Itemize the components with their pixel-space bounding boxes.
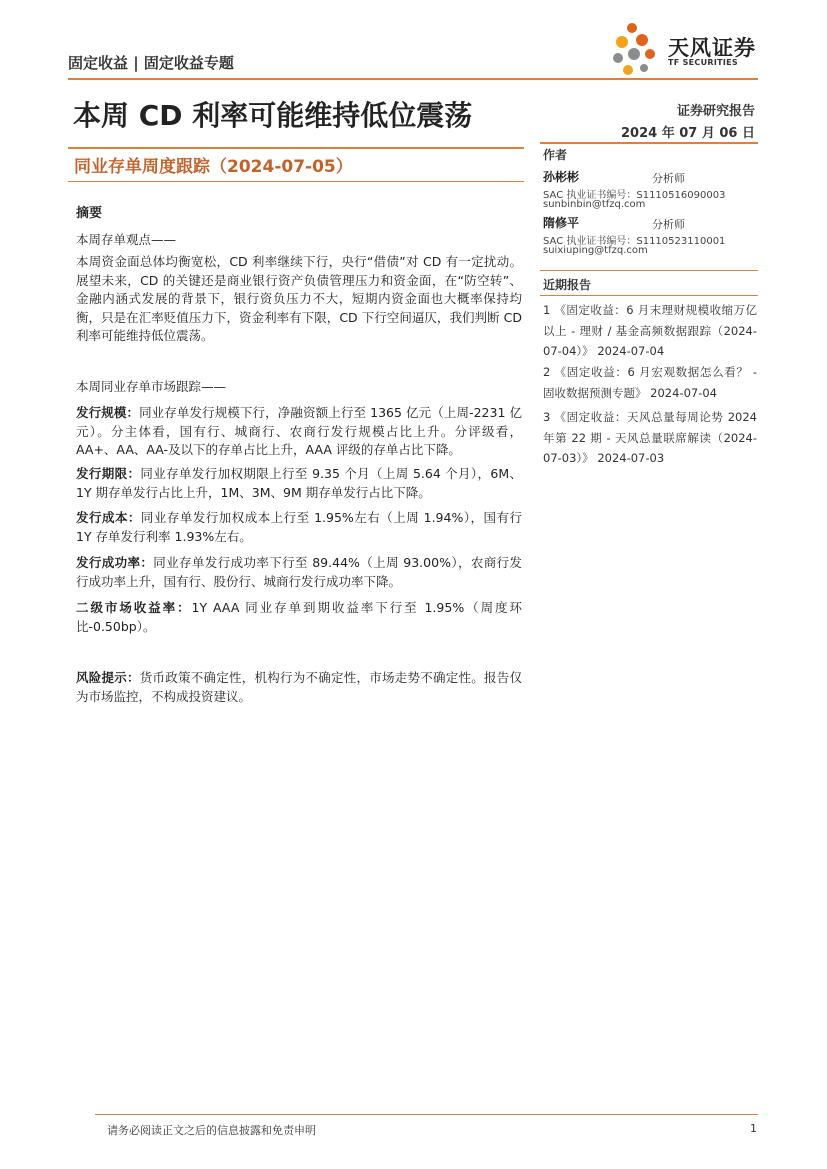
tracking-item-issuance-term — [76, 465, 522, 502]
logo-mark-icon — [610, 20, 666, 80]
logo-chinese-text: 天风证券 — [668, 36, 756, 60]
author-role: 分析师 — [652, 218, 685, 231]
recent-reports-heading: 近期报告 — [543, 278, 592, 292]
recent-report-item[interactable]: 3 《固定收益：天风总量每周论势 2024 年第 22 期 - 天风总量联席解读（2024-07-03）》 2024-07-03 — [543, 410, 757, 465]
recent-report-item[interactable]: 2 《固定收益：6 月宏观数据怎么看？ - 固收数据预测专题》 2024-07-04 — [543, 365, 757, 400]
tracking-item-text: 同业存单发行成功率下行至 89.44%（上周 93.00%），农商行发行成功率上升，国有行、股份行、城商行发行成功率下降。 — [76, 555, 522, 589]
recent-reports-top-divider — [540, 270, 758, 271]
tracking-item-label: 发行成本： — [76, 510, 141, 525]
report-date: 2024 年 07 月 06 日 — [621, 126, 755, 141]
logo-english-text: TF SECURITIES — [668, 58, 738, 67]
report-type: 证券研究报告 — [676, 104, 755, 119]
author-email[interactable]: suixiuping@tfzq.com — [543, 245, 648, 256]
recent-report-item[interactable]: 1 《固定收益：6 月末理财规模收缩万亿以上 - 理财 / 基金高频数据跟踪（2024-07-04）》 2024-07-04 — [543, 303, 757, 358]
authors-heading: 作者 — [543, 148, 568, 162]
footer-disclaimer[interactable]: 请务必阅读正文之后的信息披露和免责申明 — [107, 1124, 316, 1137]
tracking-item-success-rate — [76, 554, 522, 591]
footer-divider — [95, 1114, 758, 1115]
author-name: 隋修平 — [543, 216, 580, 230]
risk-warning — [76, 669, 522, 706]
subtitle-divider — [68, 181, 524, 182]
report-category: 固定收益 | 固定收益专题 — [68, 54, 234, 72]
tracking-item-label: 发行规模： — [76, 405, 140, 420]
author-sac-number: SAC 执业证书编号：S1110523110001 — [543, 236, 726, 247]
title-divider — [68, 147, 524, 149]
tracking-item-issuance-cost — [76, 509, 522, 546]
header-divider — [68, 78, 758, 80]
market-lead: 本周同业存单市场跟踪—— — [76, 379, 227, 394]
tracking-item-text: 同业存单发行规模下行，净融资额上行至 1365 亿元（上周-2231 亿元）。分主体看，国有行、城商行、农商行发行规模占比上升。分评级看，AA+、AA、AA-及以下的存单占比上升，AAA 评级的存单占比下降。 — [76, 405, 522, 457]
view-lead: 本周存单观点—— — [76, 232, 177, 247]
page-title: 本周 CD 利率可能维持低位震荡 — [73, 99, 473, 132]
sidebar-divider — [540, 142, 758, 144]
author-name: 孙彬彬 — [543, 170, 580, 184]
view-paragraph: 本周资金面总体均衡宽松，CD 利率继续下行，央行“借债”对 CD 有一定扰动。展望未来，CD 的关键还是商业银行资产负债管理压力和资金面，在“防空转”、金融内涵式发展的背景下，银行资负压力不大，短期内资金面也大概率保持均衡，只是在汇率贬值压力下，资金利率有下限，CD 下行空间逼仄，我们判断 CD 利率可能维持低位震荡。 — [76, 254, 522, 343]
tracking-item-text: 同业存单发行加权期限上行至 9.35 个月（上周 5.64 个月），6M、1Y 期存单发行占比上升，1M、3M、9M 期存单发行占比下降。 — [76, 466, 522, 500]
tracking-item-secondary-yield — [76, 599, 522, 636]
tracking-item-text: 1Y AAA 同业存单到期收益率下行至 1.95%（周度环比-0.50bp）。 — [76, 600, 522, 634]
author-sac-number: SAC 执业证书编号：S1110516090003 — [543, 190, 726, 201]
abstract-heading: 摘要 — [76, 206, 103, 221]
tracking-item-label: 二级市场收益率： — [76, 600, 192, 615]
tracking-item-label: 发行成功率： — [76, 555, 154, 570]
author-email[interactable]: sunbinbin@tfzq.com — [543, 199, 646, 210]
recent-reports-bottom-divider — [540, 295, 758, 296]
risk-text: 货币政策不确定性，机构行为不确定性，市场走势不确定性。报告仅为市场监控，不构成投资建议。 — [76, 670, 522, 704]
page-number: 1 — [750, 1122, 757, 1135]
tracking-item-label: 发行期限： — [76, 466, 141, 481]
tracking-item-issuance-scale — [76, 404, 522, 460]
tracking-item-text: 同业存单发行加权成本上行至 1.95%左右（上周 1.94%），国有行 1Y 存单发行利率 1.93%左右。 — [76, 510, 522, 544]
page-subtitle: 同业存单周度跟踪（2024-07-05） — [74, 157, 353, 177]
author-role: 分析师 — [652, 172, 685, 185]
risk-label: 风险提示： — [76, 670, 140, 685]
